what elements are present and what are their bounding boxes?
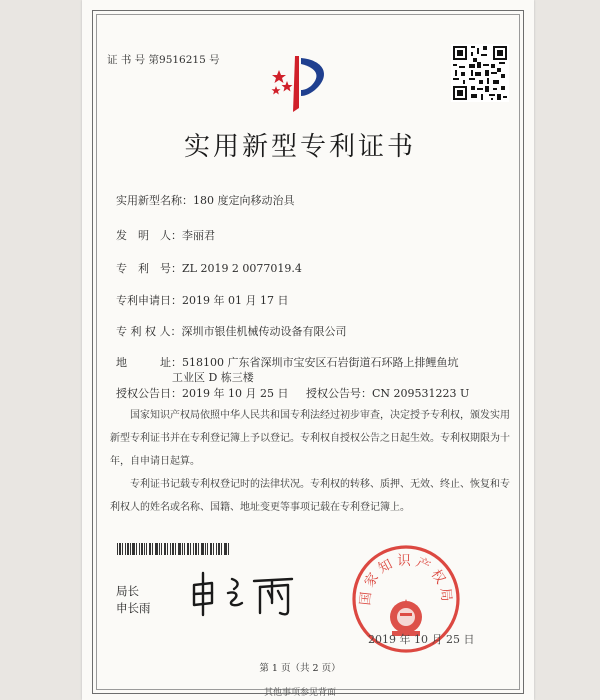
cnipa-logo-icon [265, 46, 345, 116]
seal-date: 2019 年 10 月 25 日 [368, 633, 475, 646]
grant-number-value: CN 209531223 U [372, 387, 470, 400]
grant-number-label: 授权公告号： [306, 387, 372, 400]
address-label: 地 址： [116, 356, 182, 369]
paragraph-1-line-3: 年，自申请日起算。 [110, 456, 200, 467]
certificate-number: 证 书 号 第9516215 号 [107, 54, 220, 66]
bottom-note: 其他事项参见背面 [263, 688, 336, 698]
patent-number-label: 专 利 号： [116, 262, 182, 275]
address-line-2: 工业区 D 栋三楼 [172, 371, 254, 384]
grant-date-row [116, 385, 288, 401]
patent-number-row [116, 260, 302, 276]
paragraph-2-line-1: 专利证书记载专利权登记时的法律状况。专利权的转移、质押、无效、终止、恢复和专 [130, 479, 510, 490]
certificate-title: 实用新型专利证书 [183, 132, 416, 162]
patentee-row [116, 323, 347, 339]
inventor-value: 李丽君 [182, 229, 215, 242]
page-number: 第 1 页（共 2 页） [259, 663, 341, 674]
director-title: 局长 [116, 584, 139, 598]
director-name: 申长雨 [116, 601, 151, 615]
filing-date-row [116, 292, 288, 308]
patentee-label: 专 利 权 人： [116, 325, 182, 338]
utility-model-name-label: 实用新型名称： [116, 194, 193, 207]
utility-model-name-value: 180 度定向移动治具 [193, 194, 295, 207]
address-line-1: 518100 广东省深圳市宝安区石岩街道石环路上排鲤鱼坑 [182, 356, 459, 369]
director-signature-icon [188, 567, 308, 619]
paragraph-2-line-2: 利权人的姓名或名称、国籍、地址变更等事项记载在专利登记簿上。 [110, 502, 410, 513]
paragraph-1-line-2: 新型专利证书并在专利登记簿上予以登记。专利权自授权公告之日起生效。专利权期限为十 [110, 433, 510, 444]
seal-text: 国家知识产权局 [357, 553, 455, 607]
qr-code-icon [451, 44, 509, 102]
utility-model-name-row [116, 192, 295, 208]
grant-number-row [306, 385, 469, 401]
patentee-value: 深圳市银佳机械传动设备有限公司 [181, 325, 347, 338]
inventor-row [116, 227, 215, 243]
grant-date-label: 授权公告日： [116, 387, 182, 400]
filing-date-value: 2019 年 01 月 17 日 [182, 294, 289, 307]
filing-date-label: 专利申请日： [116, 294, 182, 307]
inventor-label: 发 明 人： [116, 229, 182, 242]
grant-date-value: 2019 年 10 月 25 日 [182, 387, 289, 400]
patent-number-value: ZL 2019 2 0077019.4 [182, 262, 302, 275]
paragraph-1-line-1: 国家知识产权局依照中华人民共和国专利法经过初步审查，决定授予专利权，颁发实用 [130, 410, 510, 421]
address-row [116, 354, 459, 370]
barcode-icon [117, 543, 229, 555]
